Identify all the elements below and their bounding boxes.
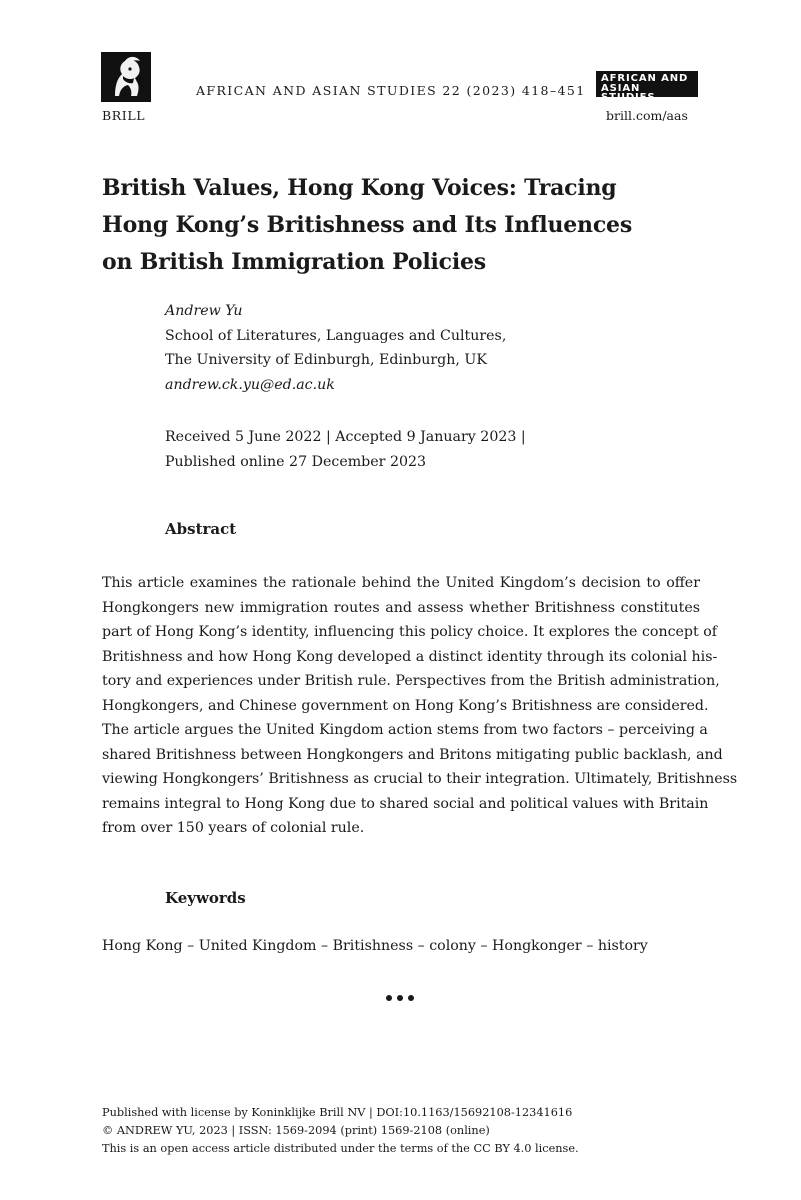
footer-license-line: Published with license by Koninklijke Brill NV | DOI:10.1163/15692108-12341616 (102, 1106, 573, 1119)
author-block (165, 299, 506, 397)
abstract-line: remains integral to Hong Kong due to shared social and political values with Britain (102, 795, 709, 812)
abstract-line: tory and experiences under British rule. Perspectives from the British administration, (102, 673, 720, 689)
brill-logo-icon (101, 52, 151, 102)
publisher-name: BRILL (102, 108, 146, 123)
abstract-line: shared Britishness between Hongkongers and Britons mitigating public backlash, and (102, 746, 723, 763)
abstract-line: Britishness and how Hong Kong developed a distinct identity through its colonial his- (102, 648, 718, 665)
abstract-body (102, 571, 738, 841)
footer-open-access-line: This is an open access article distributed under the terms of the CC BY 4.0 license. (102, 1142, 579, 1155)
abstract-line: Hongkongers new immigration routes and assess whether Britishness constitutes (102, 599, 700, 616)
publication-dates (165, 425, 526, 474)
journal-logo-line2: ASIAN STUDIES (601, 82, 656, 103)
abstract-line: from over 150 years of colonial rule. (102, 820, 365, 836)
dates-line: Received 5 June 2022 | Accepted 9 January 2023 | (165, 429, 526, 445)
title-line: Hong Kong’s Britishness and Its Influences (102, 212, 633, 238)
keywords-list: Hong Kong – United Kingdom – Britishness – colony – Hongkonger – history (102, 938, 648, 954)
keywords-heading: Keywords (165, 889, 246, 907)
journal-logo (596, 71, 698, 103)
title-line: on British Immigration Policies (102, 249, 486, 275)
dates-line: Published online 27 December 2023 (165, 453, 427, 470)
separator-dot (408, 995, 414, 1001)
abstract-line: This article examines the rationale behind the United Kingdom’s decision to offer (102, 575, 700, 591)
section-separator-icon (386, 995, 414, 1001)
article-title (102, 170, 702, 281)
footer-copyright-line: © ANDREW YU, 2023 | ISSN: 1569-2094 (print) 1569-2108 (online) (102, 1124, 490, 1137)
title-line: British Values, Hong Kong Voices: Tracing (102, 175, 617, 201)
separator-dot (397, 995, 403, 1001)
separator-dot (386, 995, 392, 1001)
abstract-line: The article argues the United Kingdom action stems from two factors – perceiving a (102, 722, 708, 738)
author-email-link[interactable]: andrew.ck.yu@ed.ac.uk (165, 376, 335, 393)
journal-citation: AFRICAN AND ASIAN STUDIES 22 (2023) 418–451 (196, 83, 586, 98)
journal-url-link[interactable]: brill.com/aas (606, 108, 688, 123)
journal-logo-line1: AFRICAN AND (601, 73, 689, 84)
abstract-line: part of Hong Kong’s identity, influencing this policy choice. It explores the concept of (102, 624, 718, 640)
author-name: Andrew Yu (165, 303, 243, 319)
author-affiliation: The University of Edinburgh, Edinburgh, UK (165, 352, 487, 368)
abstract-heading: Abstract (165, 520, 237, 538)
license-footer (102, 1104, 579, 1158)
abstract-line: viewing Hongkongers’ Britishness as crucial to their integration. Ultimately, Britishness (102, 771, 738, 787)
author-affiliation: School of Literatures, Languages and Cultures, (165, 327, 507, 344)
abstract-line: Hongkongers, and Chinese government on Hong Kong’s Britishness are considered. (102, 697, 709, 714)
